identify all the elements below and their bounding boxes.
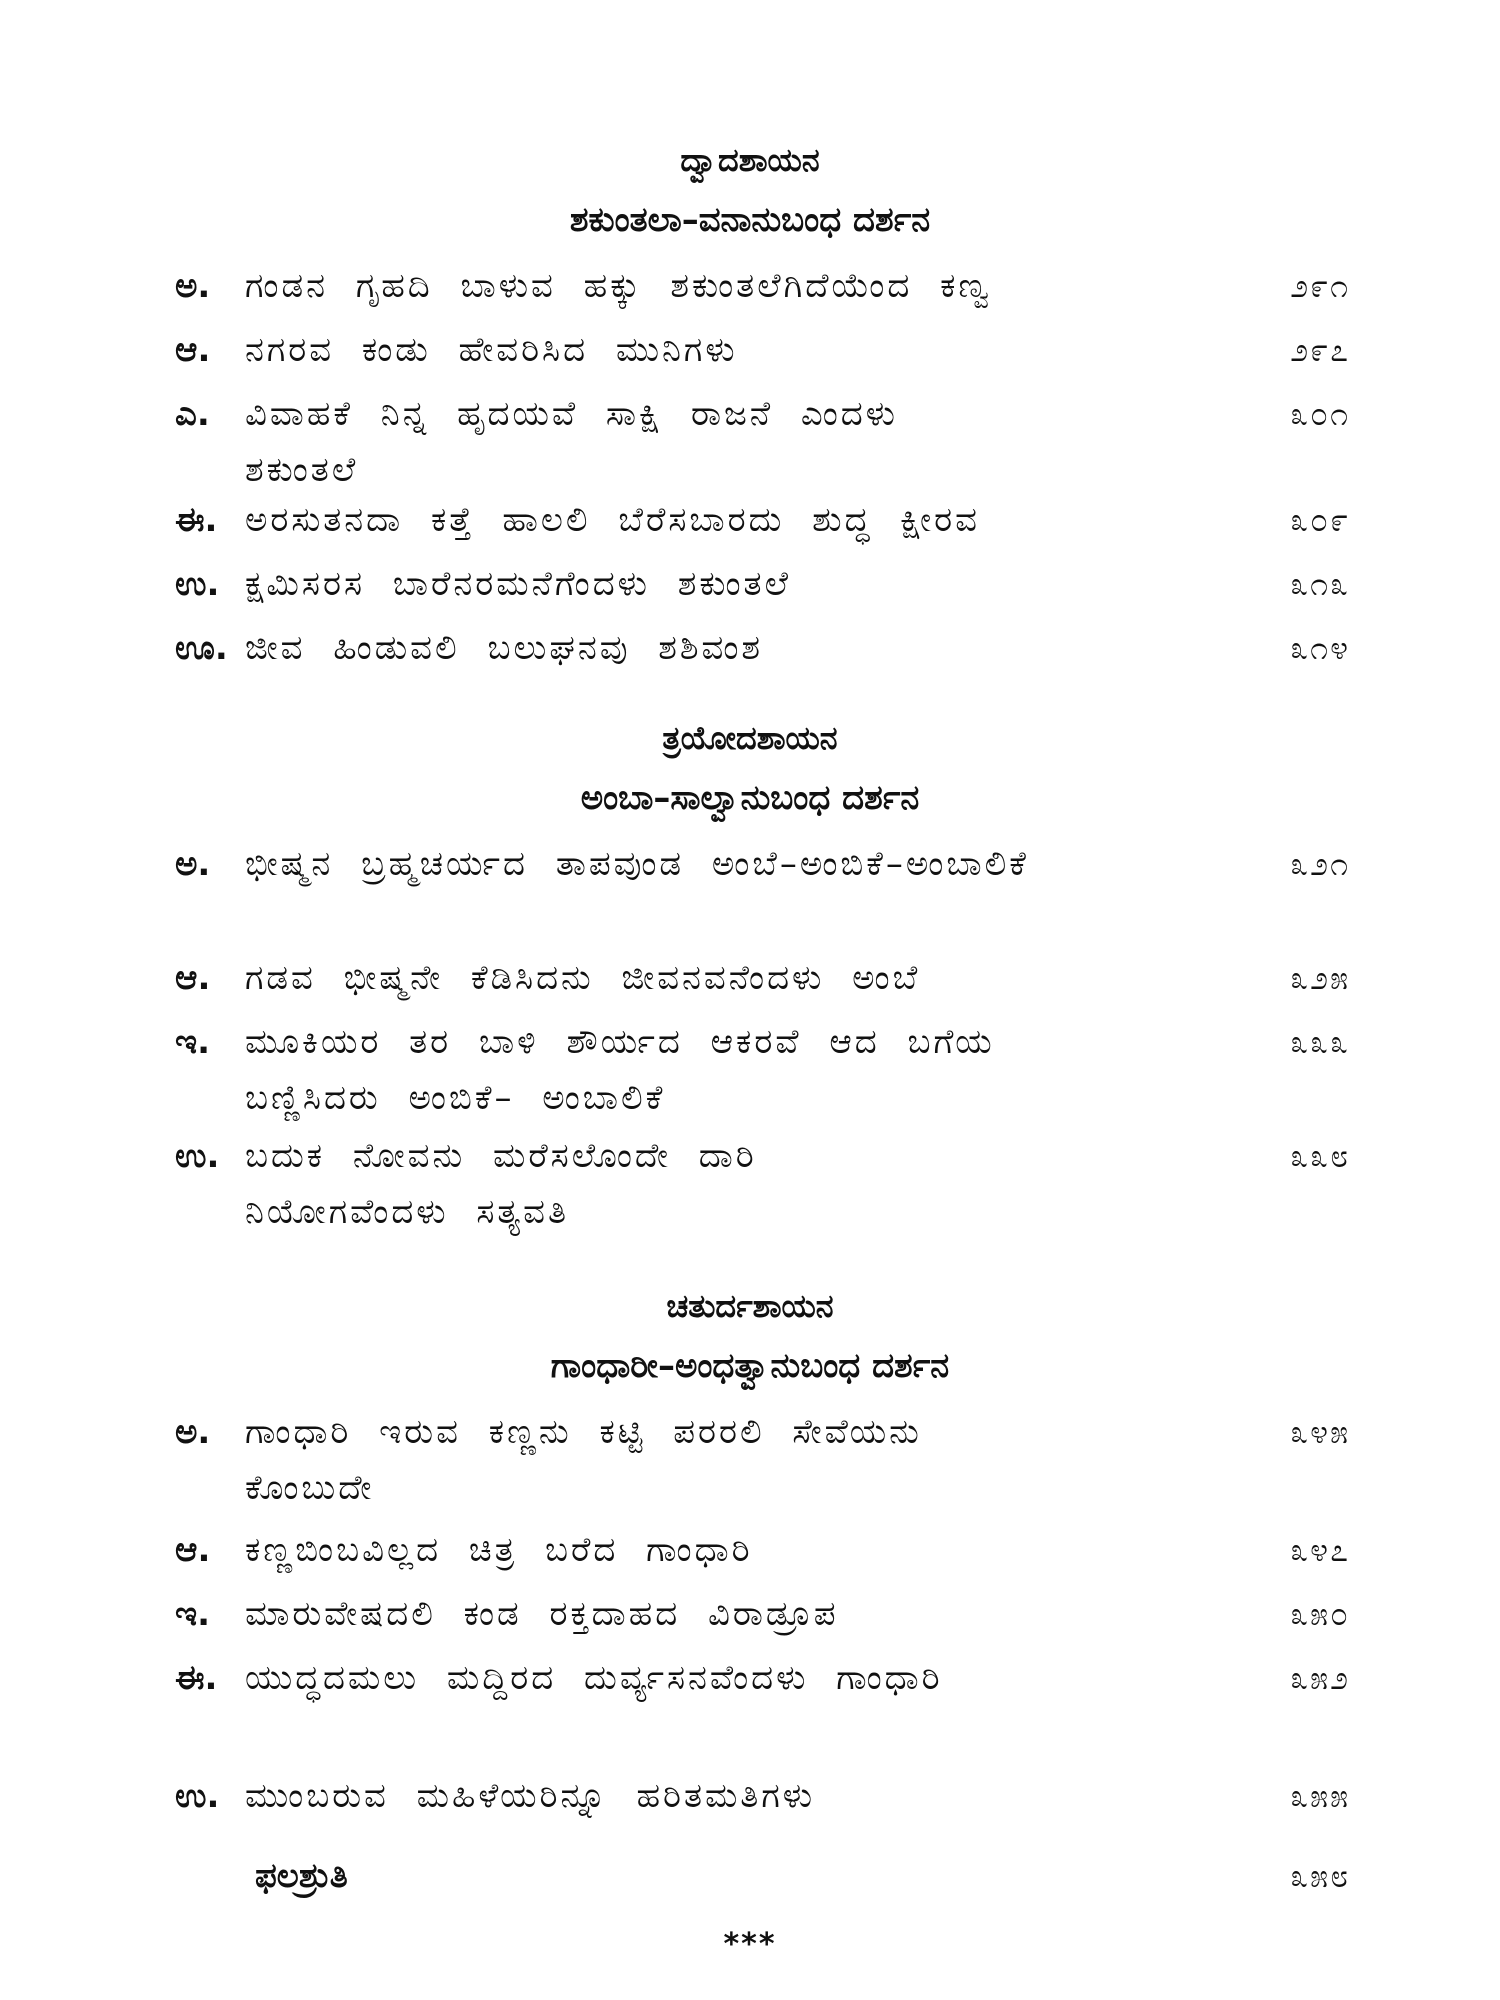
entry-page-number: ೩೩೮ <box>1290 1137 1350 1175</box>
entry-marker: ಇ. <box>175 1594 211 1634</box>
entry-title: ಭೀಷ್ಮನ ಬ್ರಹ್ಮಚರ್ಯದ ತಾಪವುಂಡ ಅಂಬೆ–ಅಂಬಿಕೆ–ಅಂಬಾಲಿಕೆ <box>245 844 1029 884</box>
entry-marker: ಎ. <box>175 394 210 434</box>
entry-title: ಜೀವ ಹಿಂಡುವಲಿ ಬಲುಘನವು ಶಶಿವಂಶ <box>245 628 764 668</box>
entry-title: ಕಣ್ಣಬಿಂಬವಿಲ್ಲದ ಚಿತ್ರ ಬರೆದ ಗಾಂಧಾರಿ <box>245 1530 753 1570</box>
entry-page-number: ೩೩೩ <box>1290 1023 1350 1061</box>
entry-title: ನಗರವ ಕಂಡು ಹೇವರಿಸಿದ ಮುನಿಗಳು <box>245 330 738 370</box>
entry-page-number: ೩೫೦ <box>1290 1595 1350 1633</box>
entry-page-number: ೩೦೯ <box>1290 501 1350 539</box>
entry-marker: ಉ. <box>175 564 220 604</box>
section-subtitle: ಗಾಂಧಾರೀ–ಅಂಧತ್ವಾನುಬಂಧ ದರ್ಶನ <box>550 1346 950 1386</box>
entry-page-number: ೩೨೧ <box>1290 845 1350 883</box>
entry-marker: ಆ. <box>175 330 211 370</box>
entry-page-number: ೩೨೫ <box>1290 959 1350 997</box>
entry-title: ಗಂಡನ ಗೃಹದಿ ಬಾಳುವ ಹಕ್ಕು ಶಕುಂತಲೆಗಿದೆಯೆಂದ ಕಣ್ವ <box>245 266 992 306</box>
entry-title: ಯುದ್ಧದಮಲು ಮದ್ದಿರದ ದುರ್ವ್ಯಸನವೆಂದಳು ಗಾಂಧಾರಿ <box>245 1658 943 1698</box>
phalashruti-page-number: ೩೫೮ <box>1290 1857 1350 1895</box>
entry-title: ಬದುಕ ನೋವನು ಮರೆಸಲೊಂದೇ ದಾರಿ ನಿಯೋಗವೆಂದಳು ಸತ್ಯವತಿ <box>245 1136 757 1232</box>
section-title: ದ್ವಾದಶಾಯನ <box>680 141 820 179</box>
entry-marker: ಉ. <box>175 1136 220 1176</box>
entry-page-number: ೩೧೩ <box>1290 565 1350 603</box>
entry-title: ಗಾಂಧಾರಿ ಇರುವ ಕಣ್ಣನು ಕಟ್ಟಿ ಪರರಲಿ ಸೇವೆಯನು ಕೊಂಬುದೇ <box>245 1412 922 1508</box>
entry-page-number: ೩೫೫ <box>1290 1777 1350 1815</box>
entry-page-number: ೩೦೧ <box>1290 395 1350 433</box>
entry-marker: ಆ. <box>175 958 211 998</box>
entry-marker: ಈ. <box>175 500 218 540</box>
entry-marker: ಅ. <box>175 1412 211 1452</box>
entry-marker: ಉ. <box>175 1776 220 1816</box>
section-title: ಚತುರ್ದಶಾಯನ <box>666 1287 834 1325</box>
entry-marker: ಆ. <box>175 1530 211 1570</box>
entry-title: ಮಾರುವೇಷದಲಿ ಕಂಡ ರಕ್ತದಾಹದ ವಿರಾಡ್ರೂಪ <box>245 1594 839 1634</box>
entry-page-number: ೩೧೪ <box>1290 629 1350 667</box>
section-subtitle: ಅಂಬಾ–ಸಾಲ್ವಾನುಬಂಧ ದರ್ಶನ <box>580 778 920 818</box>
entry-title: ಮುಂಬರುವ ಮಹಿಳೆಯರಿನ್ನೂ ಹರಿತಮತಿಗಳು <box>245 1776 816 1816</box>
entry-marker: ಊ. <box>175 628 228 668</box>
entry-marker: ಇ. <box>175 1022 211 1062</box>
section-subtitle: ಶಕುಂತಲಾ–ವನಾನುಬಂಧ ದರ್ಶನ <box>569 200 931 240</box>
phalashruti-entry[interactable]: ಫಲಶ್ರುತಿ <box>255 1856 348 1896</box>
entry-page-number: ೨೯೧ <box>1290 267 1350 305</box>
section-title: ತ್ರಯೋದಶಾಯನ <box>662 719 838 757</box>
entry-title: ಅರಸುತನದಾ ಕತ್ತೆ ಹಾಲಲಿ ಬೆರೆಸಬಾರದು ಶುದ್ಧ ಕ್ಷೀರವ <box>245 500 980 540</box>
entry-marker: ಅ. <box>175 844 211 884</box>
entry-title: ವಿವಾಹಕೆ ನಿನ್ನ ಹೃದಯವೆ ಸಾಕ್ಷಿ ರಾಜನೆ ಎಂದಳು ಶಕುಂತಲೆ <box>245 394 898 490</box>
entry-page-number: ೩೪೭ <box>1290 1531 1350 1569</box>
entry-marker: ಅ. <box>175 266 211 306</box>
entry-title: ಗಡವ ಭೀಷ್ಮನೇ ಕೆಡಿಸಿದನು ಜೀವನವನೆಂದಳು ಅಂಬೆ <box>245 958 921 998</box>
end-mark: *** <box>723 1927 777 1962</box>
entry-page-number: ೨೯೭ <box>1290 331 1350 369</box>
entry-marker: ಈ. <box>175 1658 218 1698</box>
entry-page-number: ೩೫೨ <box>1290 1659 1350 1697</box>
entry-title: ಕ್ಷಮಿಸರಸ ಬಾರೆನರಮನೆಗೆಂದಳು ಶಕುಂತಲೆ <box>245 564 791 604</box>
entry-page-number: ೩೪೫ <box>1290 1413 1350 1451</box>
entry-title: ಮೂಕಿಯರ ತರ ಬಾಳಿ ಶೌರ್ಯದ ಆಕರವೆ ಆದ ಬಗೆಯ ಬಣ್ಣಿಸಿದರು ಅಂಬಿಕೆ– ಅಂಬಾಲಿಕೆ <box>245 1022 995 1118</box>
